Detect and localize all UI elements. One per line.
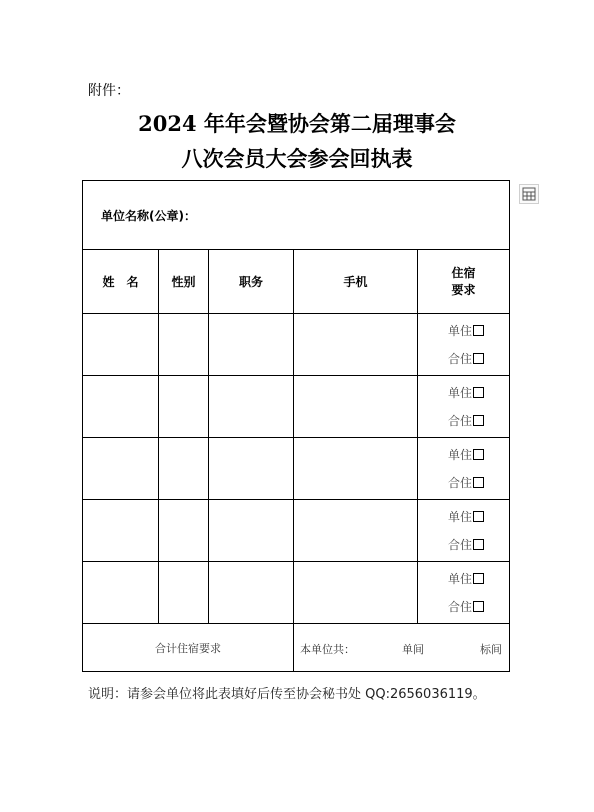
lodging-cell [418,438,510,500]
name-cell[interactable] [83,314,159,376]
total-standard-room: 标间 [480,643,502,656]
lodging-shared-option[interactable] [418,531,509,559]
total-lodging-label: 合计住宿要求 [83,624,294,672]
lodging-shared-label: 合住 [448,600,473,614]
page-title-line2: 八次会员大会参会回执表 [181,146,413,171]
position-cell[interactable] [209,562,294,624]
form-tool-icon[interactable] [519,184,539,204]
lodging-single-option[interactable] [418,317,509,345]
lodging-single-option[interactable] [418,379,509,407]
total-lodging-field[interactable] [294,624,510,672]
header-name: 姓 名 [83,250,159,314]
lodging-shared-option[interactable] [418,345,509,373]
single-checkbox[interactable] [473,511,484,522]
position-cell[interactable] [209,500,294,562]
lodging-single-label: 单住 [448,448,473,462]
phone-cell[interactable] [294,376,418,438]
name-cell[interactable] [83,376,159,438]
gender-cell[interactable] [159,500,209,562]
gender-cell[interactable] [159,562,209,624]
gender-cell[interactable] [159,314,209,376]
shared-checkbox[interactable] [473,415,484,426]
unit-name-label: 单位名称(公章)： [101,208,196,223]
lodging-cell [418,500,510,562]
unit-name-field[interactable] [83,181,510,250]
lodging-single-label: 单住 [448,510,473,524]
position-cell[interactable] [209,438,294,500]
total-unit-prefix: 本单位共： [300,643,355,656]
phone-cell[interactable] [294,438,418,500]
lodging-cell [418,562,510,624]
lodging-shared-label: 合住 [448,352,473,366]
single-checkbox[interactable] [473,387,484,398]
lodging-single-label: 单住 [448,572,473,586]
receipt-form-table [82,180,510,672]
header-gender: 性别 [159,250,209,314]
table-row [83,376,510,438]
position-cell[interactable] [209,314,294,376]
table-row [83,500,510,562]
phone-cell[interactable] [294,314,418,376]
instruction-note: 说明：请参会单位将此表填好后传至协会秘书处 QQ:2656036119。 [88,687,486,702]
lodging-single-option[interactable] [418,565,509,593]
gender-cell[interactable] [159,438,209,500]
header-phone: 手机 [294,250,418,314]
shared-checkbox[interactable] [473,353,484,364]
lodging-shared-label: 合住 [448,476,473,490]
attachment-label: 附件： [88,83,130,99]
unit-row [83,181,510,250]
lodging-cell [418,376,510,438]
table-row [83,314,510,376]
header-position: 职务 [209,250,294,314]
table-row [83,562,510,624]
page-title-line1: 2024 年年会暨协会第二届理事会 [138,111,456,136]
name-cell[interactable] [83,562,159,624]
name-cell[interactable] [83,438,159,500]
shared-checkbox[interactable] [473,601,484,612]
header-lodging-label: 住宿要求 [451,265,476,297]
grid-icon [522,187,536,201]
lodging-shared-option[interactable] [418,593,509,621]
lodging-shared-option[interactable] [418,407,509,435]
header-row [83,250,510,314]
total-row [83,624,510,672]
total-single-room: 单间 [402,643,424,656]
lodging-cell [418,314,510,376]
phone-cell[interactable] [294,562,418,624]
lodging-single-option[interactable] [418,441,509,469]
lodging-shared-label: 合住 [448,538,473,552]
table-row [83,438,510,500]
lodging-single-label: 单住 [448,386,473,400]
shared-checkbox[interactable] [473,539,484,550]
lodging-shared-option[interactable] [418,469,509,497]
lodging-single-label: 单住 [448,324,473,338]
single-checkbox[interactable] [473,449,484,460]
lodging-single-option[interactable] [418,503,509,531]
lodging-shared-label: 合住 [448,414,473,428]
single-checkbox[interactable] [473,325,484,336]
name-cell[interactable] [83,500,159,562]
position-cell[interactable] [209,376,294,438]
header-lodging [418,250,510,314]
shared-checkbox[interactable] [473,477,484,488]
single-checkbox[interactable] [473,573,484,584]
gender-cell[interactable] [159,376,209,438]
phone-cell[interactable] [294,500,418,562]
